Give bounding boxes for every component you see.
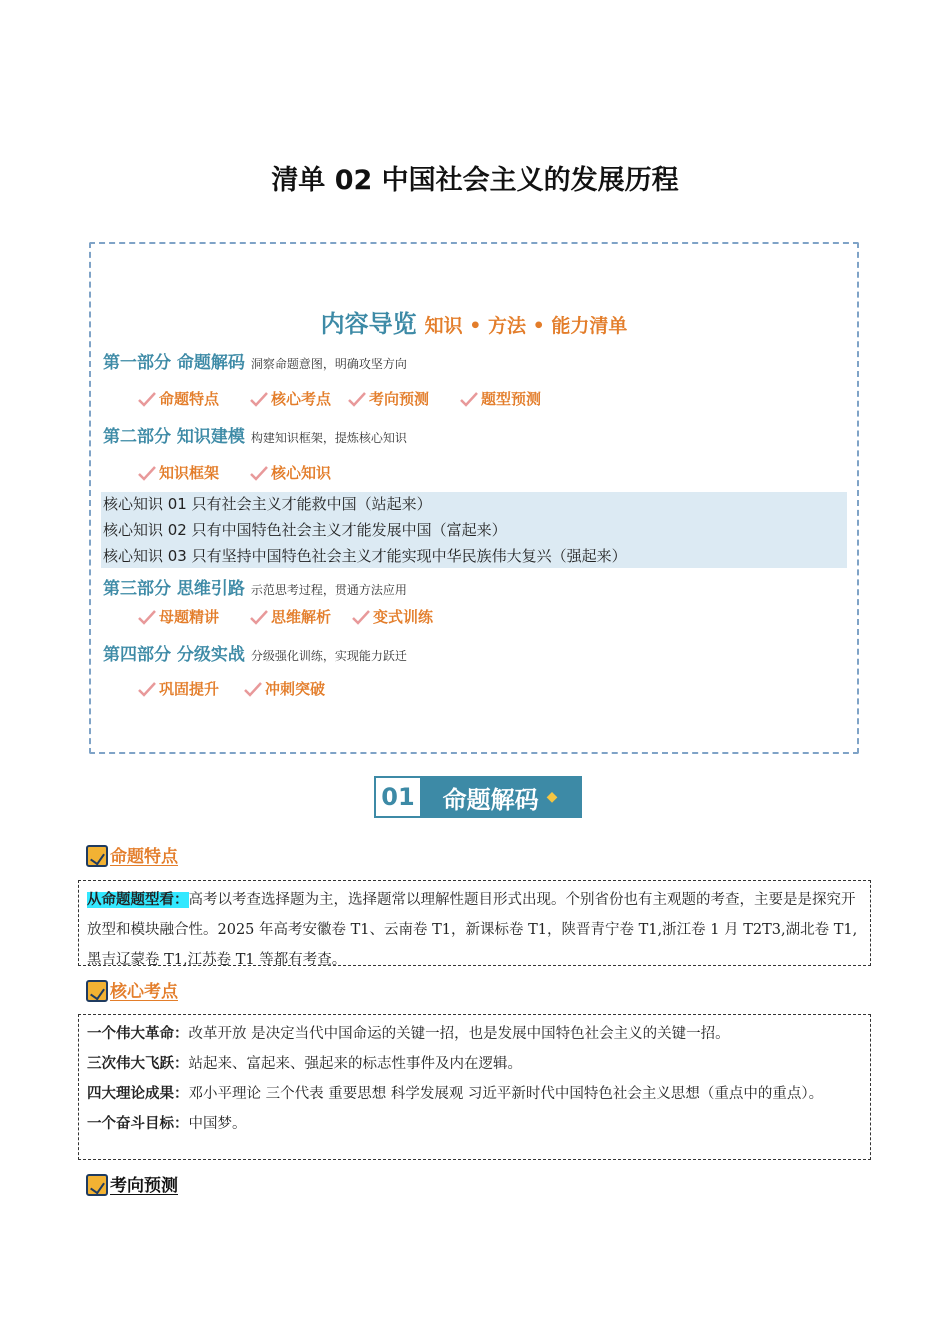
core-knowledge-3[interactable]: 核心知识 03 只有坚持中国特色社会主义才能实现中华民族伟大复兴（强起来）: [103, 547, 627, 565]
item-zhishi-kuangjia[interactable]: 知识框架: [137, 462, 219, 483]
core-knowledge-2[interactable]: 核心知识 02 只有中国特色社会主义才能发展中国（富起来）: [103, 521, 507, 539]
guide-heading-sub: 知识 • 方法 • 能力清单: [424, 315, 628, 337]
core-line-1: 一个伟大革命：改革开放 是决定当代中国命运的关键一招，也是发展中国特色社会主义的关键一招。: [87, 1026, 730, 1042]
part-4-items: [137, 678, 325, 699]
core-line-3: 四大理论成果：邓小平理论 三个代表 重要思想 科学发展观 习近平新时代中国特色社会主义思想（重点中的重点）。: [87, 1086, 824, 1102]
part-1-title: 第一部分 命题解码: [103, 353, 245, 373]
part-4-row: [103, 640, 407, 665]
check-icon: [351, 609, 371, 625]
check-icon: [249, 391, 269, 407]
section-badge: [374, 776, 582, 818]
content-guide-box: [89, 242, 859, 754]
check-icon: [137, 681, 157, 697]
part-2-title: 第二部分 知识建模: [103, 427, 245, 447]
section-number: 01: [381, 783, 415, 811]
part-1-items: [137, 388, 541, 409]
item-siwei-jiexi[interactable]: 思维解析: [249, 606, 331, 627]
check-icon: [459, 391, 479, 407]
part-3-title: 第三部分 思维引路: [103, 579, 245, 599]
pencil-icon: [86, 845, 108, 867]
core-heading: [86, 977, 178, 1002]
section-label: 命题解码: [442, 785, 539, 814]
item-muti-jingjiang[interactable]: 母题精讲: [137, 606, 219, 627]
check-icon: [249, 609, 269, 625]
part-4-subtitle: 分级强化训练，实现能力跃迁: [250, 649, 407, 663]
check-icon: [137, 609, 157, 625]
item-bianshi-xunlian[interactable]: 变式训练: [351, 606, 433, 627]
pencil-icon: [86, 980, 108, 1002]
page-title: 清单 02 中国社会主义的发展历程: [271, 165, 679, 196]
core-knowledge-list: [101, 492, 847, 568]
features-heading: [86, 842, 178, 867]
core-line-2: 三次伟大飞跃：站起来、富起来、强起来的标志性事件及内在逻辑。: [87, 1056, 522, 1072]
item-gonggu-tisheng[interactable]: 巩固提升: [137, 678, 219, 699]
pencil-icon: [86, 1174, 108, 1196]
check-icon: [137, 465, 157, 481]
guide-heading-main: 内容导览: [320, 310, 417, 338]
part-3-items: [137, 606, 433, 627]
item-kaoxiang-yuce[interactable]: 考向预测: [347, 388, 429, 409]
item-hexin-zhishi[interactable]: 核心知识: [249, 462, 331, 483]
check-icon: [243, 681, 263, 697]
core-title: 核心考点: [110, 982, 178, 1002]
part-2-row: [103, 422, 407, 447]
core-knowledge-1[interactable]: 核心知识 01 只有社会主义才能救中国（站起来）: [103, 495, 432, 513]
part-2-subtitle: 构建知识框架，提炼核心知识: [250, 431, 407, 445]
part-1-subtitle: 洞察命题意图，明确攻坚方向: [250, 357, 407, 371]
check-icon: [249, 465, 269, 481]
forecast-title: 考向预测: [110, 1176, 178, 1196]
part-3-subtitle: 示范思考过程，贯通方法应用: [250, 583, 407, 597]
part-1-row: [103, 348, 407, 373]
item-mingti-tedian[interactable]: 命题特点: [137, 388, 219, 409]
check-icon: [137, 391, 157, 407]
core-line-4: 一个奋斗目标：中国梦。: [87, 1116, 247, 1132]
features-box: [78, 880, 871, 966]
check-icon: [347, 391, 367, 407]
section-label-box: [420, 778, 580, 816]
core-box: [78, 1014, 871, 1160]
features-text: 高考以考查选择题为主，选择题常以理解性题目形式出现。个别省份也有主观题的考查，主要是是探究开放型和模块融合性。2025 年高考安徽卷 T1、云南卷 T1，新课标卷 T1，陕晋青宁卷 T1,浙江卷 1 月 T2T3,湖北卷 T1,黑吉辽蒙卷 T1,江苏卷 T1 等都有考查。: [87, 892, 858, 968]
item-hexin-kaodian[interactable]: 核心考点: [249, 388, 331, 409]
part-3-row: [103, 574, 407, 599]
part-4-title: 第四部分 分级实战: [103, 645, 245, 665]
forecast-heading: [86, 1171, 178, 1196]
item-chongci-tupo[interactable]: 冲刺突破: [243, 678, 325, 699]
features-title: 命题特点: [110, 847, 178, 867]
item-tixing-yuce[interactable]: 题型预测: [459, 388, 541, 409]
part-2-items: [137, 462, 331, 483]
guide-heading: [91, 304, 857, 339]
diamond-icon: ◆: [546, 789, 558, 805]
features-label: 从命题题型看：: [87, 892, 189, 908]
